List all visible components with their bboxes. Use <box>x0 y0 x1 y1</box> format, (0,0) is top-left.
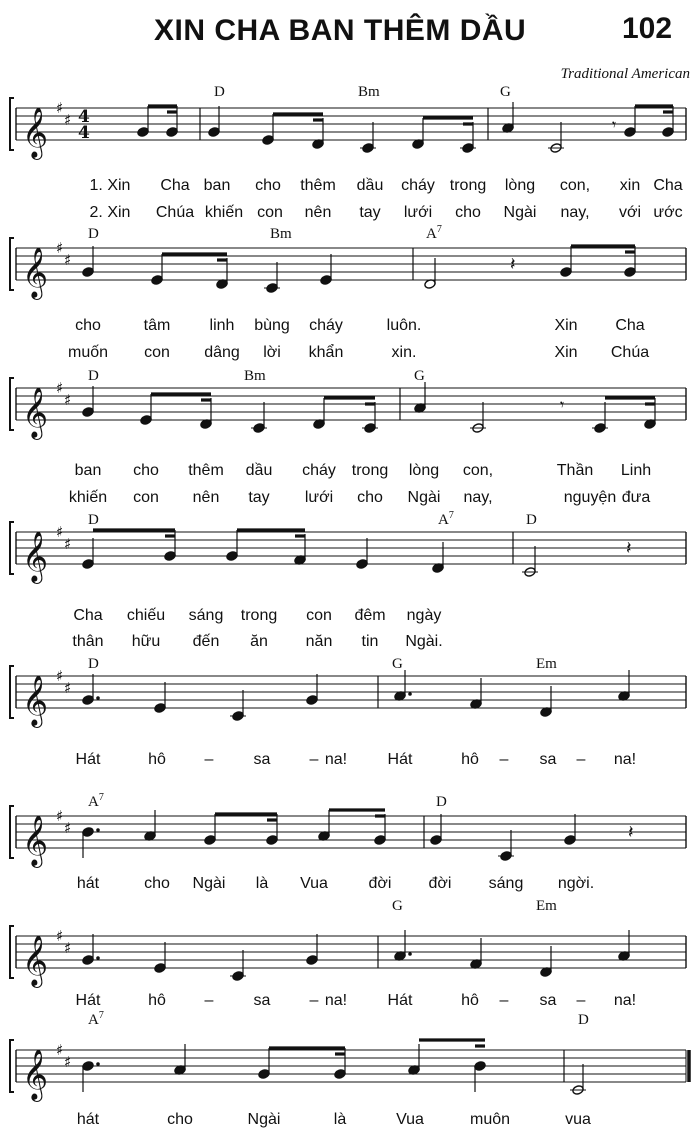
sharp-icon: ♯ <box>56 927 64 945</box>
sharp-icon: ♯ <box>56 523 64 541</box>
lyric-syllable: nên <box>304 204 332 221</box>
note-head <box>266 835 278 846</box>
staff-system <box>10 368 686 506</box>
lyric-syllable: ngời. <box>557 875 595 892</box>
lyric-syllable: đêm <box>354 607 386 624</box>
chord-symbol: D <box>214 84 225 100</box>
note-head <box>82 559 94 570</box>
system-bracket <box>10 926 14 978</box>
lyric-syllable: đời <box>368 875 392 892</box>
lyric-syllable: con <box>257 204 283 221</box>
lyric-syllable: muôn <box>469 1111 511 1128</box>
treble-clef-icon: 𝄞 <box>22 107 49 158</box>
lyric-syllable: Hát <box>387 992 413 1009</box>
lyric-syllable: 1. Xin <box>89 177 131 194</box>
lyric-syllable: ban <box>203 177 231 194</box>
lyric-syllable: Cha <box>160 177 190 194</box>
sharp-icon: ♯ <box>64 679 72 697</box>
note-head <box>624 267 636 278</box>
lyric-syllable: na! <box>324 751 348 768</box>
note-head <box>662 127 674 138</box>
lyric-syllable: Hát <box>75 992 101 1009</box>
lyric-syllable: ngày <box>406 607 442 624</box>
lyric-syllable: sa <box>539 751 557 768</box>
note-head <box>306 955 318 966</box>
lyric-syllable: đến <box>192 633 220 650</box>
lyric-syllable: cháy <box>302 462 336 479</box>
lyric-syllable: Hát <box>75 751 101 768</box>
note-head <box>82 695 94 706</box>
note-head <box>374 835 386 846</box>
staff-system <box>10 510 686 650</box>
lyric-syllable: năn <box>305 633 333 650</box>
lyric-syllable: dầu <box>356 177 384 194</box>
treble-clef-icon: 𝄞 <box>22 1049 49 1100</box>
lyric-syllable: nay, <box>560 204 590 221</box>
lyric-syllable: thêm <box>188 462 224 479</box>
lyric-syllable: Xin <box>554 344 578 361</box>
note-head <box>226 551 238 562</box>
lyric-syllable: – <box>499 992 509 1009</box>
sharp-icon: ♯ <box>56 379 64 397</box>
lyric-syllable: ban <box>74 462 102 479</box>
sharp-icon: ♯ <box>64 251 72 269</box>
lyric-syllable: hát <box>76 875 100 892</box>
lyric-syllable: khiến <box>204 204 244 221</box>
note-head <box>334 1069 346 1080</box>
note-head <box>154 703 166 714</box>
lyric-syllable: với <box>618 204 642 221</box>
lyric-syllable: chiếu <box>126 607 166 624</box>
treble-clef-icon: 𝄞 <box>22 675 49 726</box>
chord-symbol: D <box>88 368 99 384</box>
note-head <box>560 267 572 278</box>
lyric-syllable: bùng <box>254 317 290 334</box>
note-head <box>154 963 166 974</box>
eighth-rest-icon: 𝄾 <box>612 115 617 134</box>
chord-symbol: $A^7$ <box>88 1010 104 1028</box>
note-head <box>320 275 332 286</box>
time-signature-digit: 4 <box>78 123 90 143</box>
lyric-syllable: nguyện <box>563 489 617 506</box>
staff-system <box>10 224 686 361</box>
note-head <box>624 127 636 138</box>
dot <box>96 1062 100 1066</box>
note-head <box>166 127 178 138</box>
lyric-syllable: cho <box>357 489 383 506</box>
sharp-icon: ♯ <box>56 667 64 685</box>
staff-system <box>10 84 686 221</box>
lyric-syllable: Ngài <box>247 1111 281 1128</box>
note-head <box>204 835 216 846</box>
system-bracket <box>10 806 14 858</box>
lyric-syllable: nên <box>192 489 220 506</box>
lyric-syllable: ước <box>653 204 683 221</box>
quarter-rest-icon: 𝄽 <box>626 538 632 559</box>
staff-system <box>10 1010 689 1128</box>
lyric-syllable: trong <box>449 177 487 194</box>
lyric-syllable: sa <box>253 751 271 768</box>
chord-symbol: D <box>88 226 99 242</box>
note-head <box>356 559 368 570</box>
lyric-syllable: con <box>133 489 159 506</box>
note-head <box>474 1061 486 1072</box>
lyric-syllable: đời <box>428 875 452 892</box>
staff-system <box>10 656 686 768</box>
dot <box>96 956 100 960</box>
lyric-syllable: Hát <box>387 751 413 768</box>
chord-symbol: Em <box>536 898 557 914</box>
lyric-syllable: lòng <box>408 462 440 479</box>
system-bracket <box>10 666 14 718</box>
lyric-syllable: dâng <box>204 344 240 361</box>
lyric-syllable: tâm <box>143 317 171 334</box>
lyric-syllable: Ngài <box>407 489 441 506</box>
note-head <box>164 551 176 562</box>
staff-system <box>10 792 686 892</box>
lyric-syllable: Vua <box>300 875 328 892</box>
lyric-syllable: lưới <box>304 489 334 506</box>
chord-symbol: G <box>414 368 425 384</box>
lyric-syllable: thân <box>72 633 104 650</box>
note-head <box>151 275 163 286</box>
sharp-icon: ♯ <box>64 111 72 129</box>
lyric-syllable: cho <box>133 462 159 479</box>
quarter-rest-icon: 𝄽 <box>628 822 634 843</box>
lyric-syllable: na! <box>613 992 637 1009</box>
lyric-syllable: hô <box>461 992 479 1009</box>
note-head <box>82 267 94 278</box>
sharp-icon: ♯ <box>56 807 64 825</box>
lyric-syllable: Xin <box>554 317 578 334</box>
lyric-syllable: sáng <box>188 607 224 624</box>
lyric-syllable: – <box>309 751 319 768</box>
chord-symbol: Em <box>536 656 557 672</box>
lyric-syllable: Cha <box>73 607 103 624</box>
staff-system <box>10 898 686 1009</box>
lyric-syllable: Linh <box>620 462 652 479</box>
lyric-syllable: con, <box>559 177 591 194</box>
lyric-syllable: con <box>144 344 170 361</box>
lyric-syllable: – <box>204 751 214 768</box>
lyric-syllable: dầu <box>245 462 273 479</box>
note-head <box>137 127 149 138</box>
chord-symbol: D <box>88 512 99 528</box>
chord-symbol: D <box>88 656 99 672</box>
quarter-rest-icon: 𝄽 <box>510 254 516 275</box>
sharp-icon: ♯ <box>64 391 72 409</box>
system-bracket <box>10 522 14 574</box>
time-signature-digit: 4 <box>78 107 90 127</box>
lyric-syllable: – <box>576 751 586 768</box>
lyric-syllable: cháy <box>401 177 435 194</box>
treble-clef-icon: 𝄞 <box>22 531 49 582</box>
chord-symbol: G <box>392 656 403 672</box>
lyric-syllable: 2. Xin <box>89 204 131 221</box>
dot <box>96 696 100 700</box>
lyric-syllable: Thần <box>556 462 594 479</box>
lyric-syllable: trong <box>240 607 278 624</box>
lyric-syllable: Ngài <box>503 204 537 221</box>
sharp-icon: ♯ <box>64 535 72 553</box>
system-bracket <box>10 1040 14 1092</box>
chord-symbol: D <box>526 512 537 528</box>
lyric-syllable: linh <box>209 317 235 334</box>
treble-clef-icon: 𝄞 <box>22 247 49 298</box>
note-head <box>262 135 274 146</box>
lyric-syllable: con <box>306 607 332 624</box>
system-bracket <box>10 238 14 290</box>
lyric-syllable: là <box>255 875 269 892</box>
chord-symbol: $A^7$ <box>426 224 442 242</box>
lyric-syllable: ăn <box>250 633 268 650</box>
lyric-syllable: cho <box>455 204 481 221</box>
lyric-syllable: muốn <box>67 344 109 361</box>
chord-symbol: Bm <box>270 226 292 242</box>
lyric-syllable: xin. <box>391 344 417 361</box>
chord-symbol: Bm <box>358 84 380 100</box>
lyric-syllable: Cha <box>653 177 683 194</box>
lyric-syllable: – <box>576 992 586 1009</box>
lyric-syllable: xin <box>619 177 641 194</box>
lyric-syllable: Ngài <box>192 875 226 892</box>
composer-credit: Traditional American <box>560 66 690 82</box>
system-bracket <box>10 98 14 150</box>
lyric-syllable: – <box>309 992 319 1009</box>
page-number: 102 <box>622 12 673 45</box>
lyric-syllable: na! <box>613 751 637 768</box>
chord-symbol: G <box>392 898 403 914</box>
chord-symbol: D <box>578 1012 589 1028</box>
sharp-icon: ♯ <box>64 819 72 837</box>
eighth-rest-icon: 𝄾 <box>560 395 565 414</box>
lyric-syllable: luôn. <box>386 317 422 334</box>
treble-clef-icon: 𝄞 <box>22 387 49 438</box>
chord-symbol: $A^7$ <box>88 792 104 810</box>
note-head <box>430 835 442 846</box>
lyric-syllable: cho <box>144 875 170 892</box>
note-head <box>258 1069 270 1080</box>
lyric-syllable: – <box>204 992 214 1009</box>
lyric-syllable: vua <box>565 1111 591 1128</box>
note-head <box>82 955 94 966</box>
note-head <box>82 407 94 418</box>
lyric-syllable: lưới <box>403 204 433 221</box>
sharp-icon: ♯ <box>64 939 72 957</box>
sharp-icon: ♯ <box>64 1053 72 1071</box>
dot <box>96 828 100 832</box>
chord-symbol: D <box>436 794 447 810</box>
lyric-syllable: Vua <box>396 1111 424 1128</box>
lyric-syllable: nay, <box>463 489 493 506</box>
chord-symbol: G <box>500 84 511 100</box>
sharp-icon: ♯ <box>56 239 64 257</box>
note-head <box>82 827 94 838</box>
lyric-syllable: hô <box>461 751 479 768</box>
lyric-syllable: tin <box>361 633 379 650</box>
lyric-syllable: thêm <box>300 177 336 194</box>
lyric-syllable: Chúa <box>155 204 195 221</box>
lyric-syllable: hữu <box>131 633 161 650</box>
lyric-syllable: tay <box>359 204 381 221</box>
lyric-syllable: tay <box>248 489 270 506</box>
lyric-syllable: hát <box>76 1111 100 1128</box>
lyric-syllable: Cha <box>615 317 645 334</box>
note-head <box>82 1061 94 1072</box>
lyric-syllable: trong <box>351 462 389 479</box>
lyric-syllable: Ngài. <box>405 633 443 650</box>
lyric-syllable: khiến <box>68 489 108 506</box>
chord-symbol: $A^7$ <box>438 510 454 528</box>
lyric-syllable: đưa <box>621 489 651 506</box>
lyric-syllable: hô <box>148 751 166 768</box>
lyric-syllable: na! <box>324 992 348 1009</box>
lyric-syllable: sáng <box>488 875 524 892</box>
lyric-syllable: sa <box>539 992 557 1009</box>
treble-clef-icon: 𝄞 <box>22 935 49 986</box>
note-head <box>140 415 152 426</box>
sharp-icon: ♯ <box>56 1041 64 1059</box>
lyric-syllable: sa <box>253 992 271 1009</box>
sharp-icon: ♯ <box>56 99 64 117</box>
lyric-syllable: khẩn <box>308 344 344 361</box>
note-head <box>208 127 220 138</box>
lyric-syllable: lời <box>263 344 281 361</box>
system-bracket <box>10 378 14 430</box>
treble-clef-icon: 𝄞 <box>22 815 49 866</box>
lyric-syllable: cháy <box>309 317 343 334</box>
lyric-syllable: Chúa <box>610 344 650 361</box>
lyric-syllable: hô <box>148 992 166 1009</box>
chord-symbol: Bm <box>244 368 266 384</box>
dot <box>408 952 412 956</box>
note-head <box>564 835 576 846</box>
lyric-syllable: lòng <box>504 177 536 194</box>
lyric-syllable: là <box>333 1111 347 1128</box>
lyric-syllable: – <box>499 751 509 768</box>
song-title: XIN CHA BAN THÊM DẦU <box>154 14 527 47</box>
lyric-syllable: cho <box>255 177 281 194</box>
lyric-syllable: con, <box>462 462 494 479</box>
lyric-syllable: cho <box>167 1111 193 1128</box>
lyric-syllable: cho <box>75 317 101 334</box>
note-head <box>306 695 318 706</box>
dot <box>408 692 412 696</box>
